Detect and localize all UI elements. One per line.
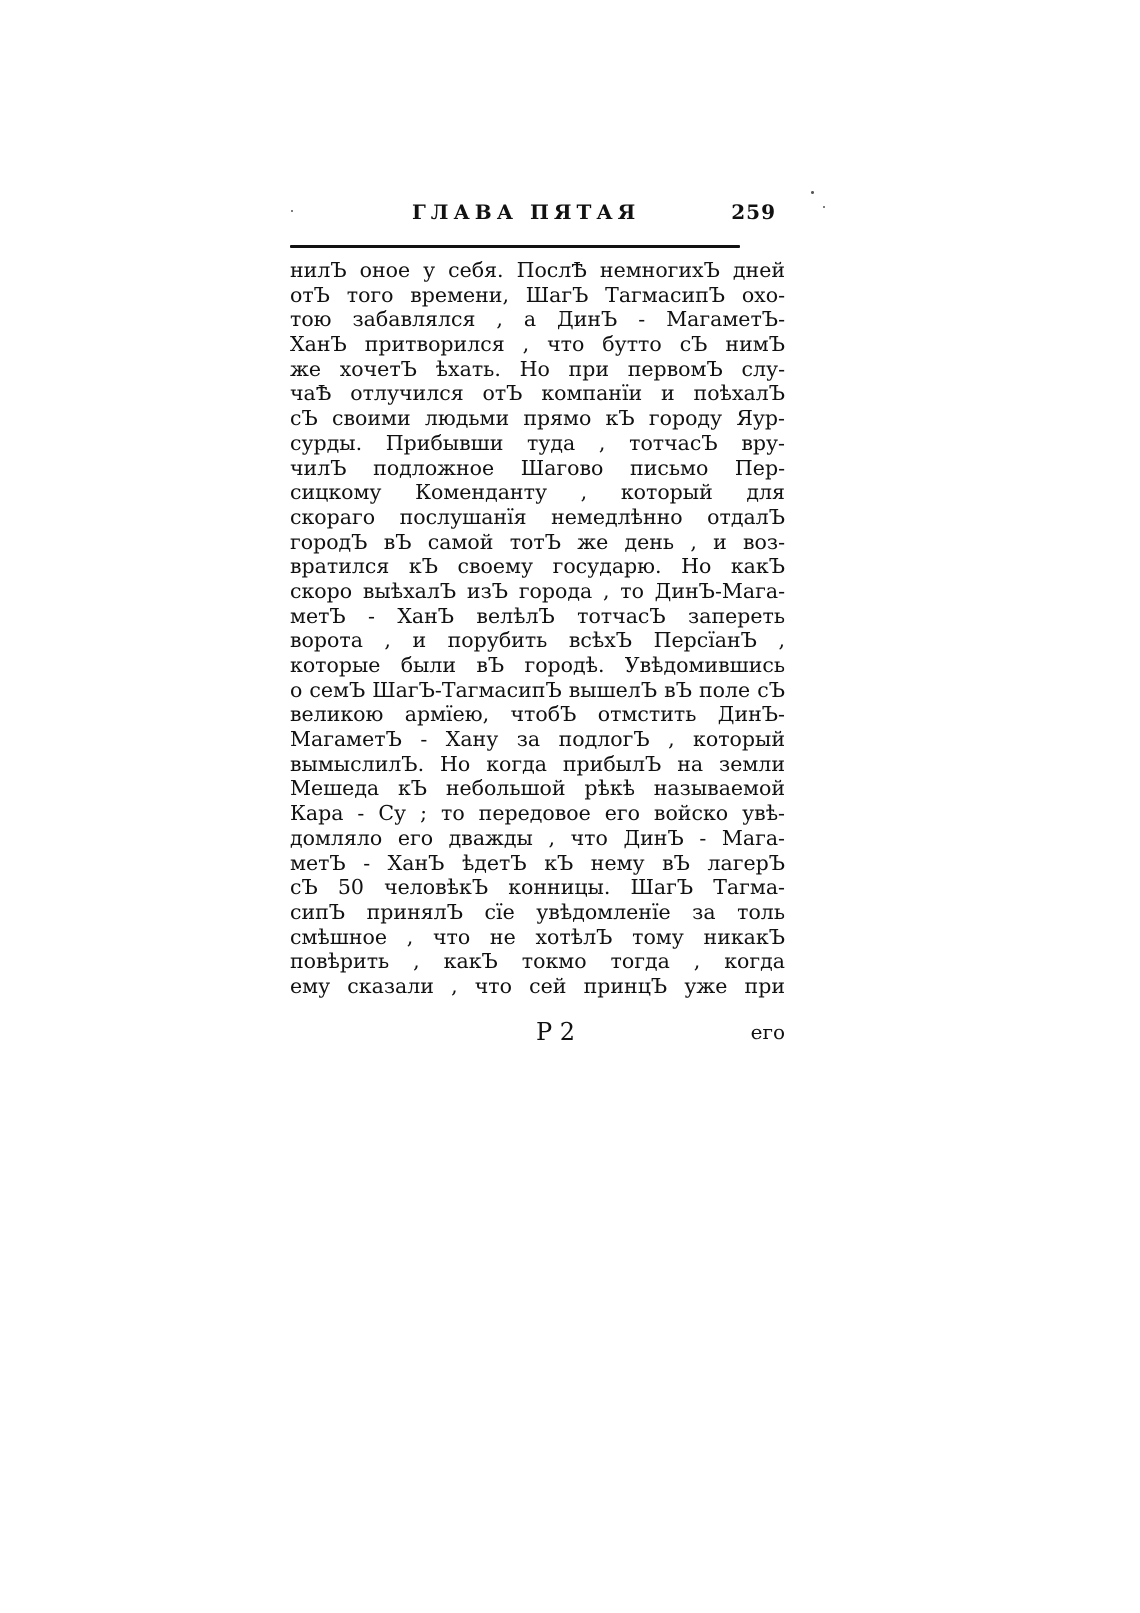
text-line: Мешеда кЪ небольшой рѣкѣ называемой (290, 776, 785, 801)
text-line: скораго послушанїя немедлѣнно отдалЪ (290, 504, 785, 529)
text-line: сипЪ принялЪ сїе увѣдомленїе за толь (290, 899, 785, 924)
text-line: вымыслилЪ. Но когда прибылЪ на земли (290, 751, 785, 776)
text-line: сицкому Коменданту , который для (290, 480, 785, 505)
text-line: ХанЪ притворился , что бутто сЪ нимЪ (290, 332, 785, 357)
text-line: скоро выѣхалЪ изЪ города , то ДинЪ-Мага- (290, 578, 785, 603)
scan-speck (291, 210, 293, 212)
text-line: же хочетЪ ѣхать. Но при первомЪ слу- (290, 356, 785, 381)
text-line: которые были вЪ городѣ. Увѣдомившись (290, 653, 785, 677)
text-line: метЪ - ХанЪ ѣдетЪ кЪ нему вЪ лагерЪ (290, 850, 785, 875)
text-line: чаѢ отлучился отЪ компанїи и поѣхалЪ (290, 381, 785, 406)
text-line: домляло его дважды , что ДинЪ - Мага- (290, 825, 785, 850)
text-line: ворота , и порубить всѣхЪ ПерсїанЪ , (290, 628, 785, 653)
text-line: сЪ своими людьми прямо кЪ городу Яур- (290, 406, 785, 431)
signature-mark: Р 2 (536, 1018, 576, 1046)
text-line: сЪ 50 человѣкЪ конницы. ШагЪ Тагма- (290, 875, 785, 900)
text-line: о семЪ ШагЪ-ТагмасипЪ вышелЪ вЪ поле сЪ (290, 677, 785, 702)
scan-speck (811, 191, 814, 194)
text-line: МагаметЪ - Хану за подлогЪ , который (290, 727, 785, 752)
text-line: великою армїею, чтобЪ отмстить ДинЪ- (290, 702, 785, 727)
text-line: вратился кЪ своему государю. Но какЪ (290, 554, 785, 579)
chapter-title: ГЛАВА ПЯТАЯ (412, 200, 641, 224)
text-line: отЪ того времени, ШагЪ ТагмасипЪ охо- (290, 282, 785, 307)
page-number: 259 (731, 200, 776, 224)
catchword: его (750, 1020, 785, 1044)
page-footer (290, 1018, 785, 1050)
text-line: сурды. Прибывши туда , тотчасЪ вру- (290, 430, 785, 455)
text-line: нилЪ оное у себя. ПослѢ немногихЪ дней (290, 258, 785, 282)
text-line: чилЪ подложное Шагово письмо Пер- (290, 455, 785, 480)
text-line: метЪ - ХанЪ велѣлЪ тотчасЪ запереть (290, 603, 785, 628)
text-line: повѣрить , какЪ токмо тогда , когда (290, 949, 785, 974)
text-line: Кара - Су ; то передовое его войско увѣ- (290, 801, 785, 826)
body-text (290, 258, 785, 999)
scan-speck (823, 206, 825, 208)
text-line: ему сказали , что сей принцЪ уже при (290, 973, 785, 998)
running-head (292, 200, 782, 230)
text-line: смѣшное , что не хотѣлЪ тому никакЪ (290, 924, 785, 949)
header-rule (290, 245, 740, 248)
text-line: тою забавлялся , а ДинЪ - МагаметЪ- (290, 307, 785, 332)
text-line: городЪ вЪ самой тотЪ же день , и воз- (290, 529, 785, 554)
